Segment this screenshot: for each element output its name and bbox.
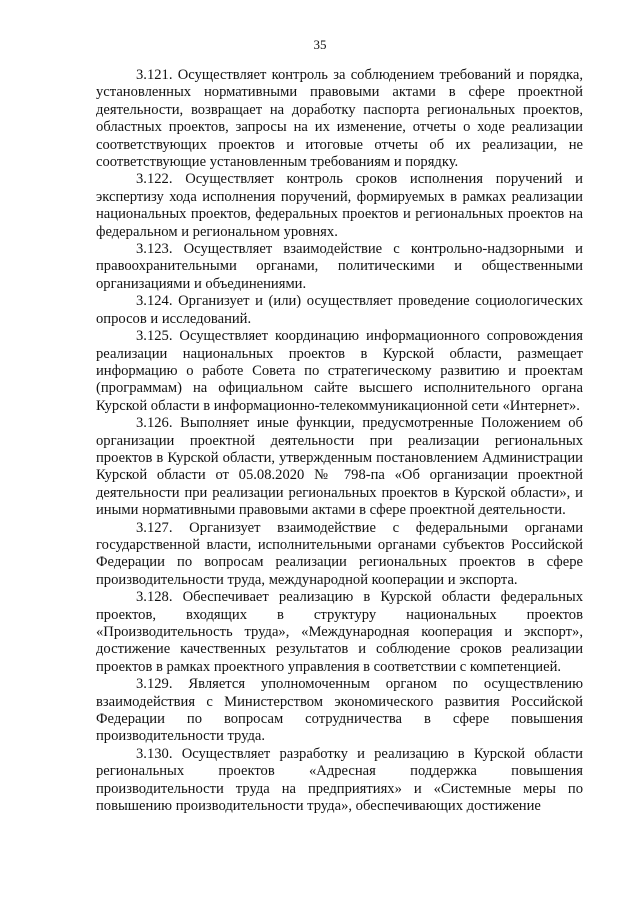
paragraph-3-121: 3.121. Осуществляет контроль за соблюдением требований и порядка, установленных нормативными правовыми актами в сфере проектной деятельности, возвращает на доработку паспорта региональных проектов, областных проектов, запросы на их изменение, отчеты о ходе реализации соответствующих проектов и итоговые отчеты об их реализации, не соответствующие установленным требованиям и порядку. (96, 67, 583, 171)
paragraph-3-124: 3.124. Организует и (или) осуществляет проведение социологических опросов и исследований. (96, 293, 583, 327)
paragraph-3-129: 3.129. Является уполномоченным органом по осуществлению взаимодействия с Министерством экономического развития Российской Федерации по вопросам сотрудничества в сфере повышения производительности труда. (96, 676, 583, 745)
paragraph-3-122: 3.122. Осуществляет контроль сроков исполнения поручений и экспертизу хода исполнения поручений, формируемых в рамках реализации национальных проектов, федеральных проектов и региональных проектов на федеральном и региональном уровнях. (96, 171, 583, 240)
paragraph-3-127: 3.127. Организует взаимодействие с федеральными органами государственной власти, исполнительными органами субъектов Российской Федерации по вопросам реализации региональных проектов в сфере производительности труда, международной кооперации и экспорта. (96, 519, 583, 588)
page-number: 35 (313, 37, 327, 52)
paragraph-3-130: 3.130. Осуществляет разработку и реализацию в Курской области региональных проектов «Адресная поддержка повышения производительности труда на предприятиях» и «Системные меры по повышению производительности труда», обеспечивающих достижение (96, 745, 583, 815)
paragraph-3-123: 3.123. Осуществляет взаимодействие с контрольно-надзорными и правоохранительными органами, политическими и общественными организациями и объединениями. (96, 241, 583, 292)
document-body (96, 67, 583, 815)
paragraph-3-128: 3.128. Обеспечивает реализацию в Курской области федеральных проектов, входящих в структуру национальных проектов «Производительность труда», «Международная кооперация и экспорт», достижение качественных результатов и соблюдение сроков реализации проектов в рамках проектного управления в соответствии с компетенцией. (96, 589, 583, 675)
paragraph-3-125: 3.125. Осуществляет координацию информационного сопровождения реализации национальных проектов в Курской области, размещает информацию о работе Совета по стратегическому развитию и проектам (программам) на официальном сайте высшего исполнительного органа Курской области в информационно-телекоммуникационной сети «Интернет». (96, 328, 583, 414)
paragraph-3-126: 3.126. Выполняет иные функции, предусмотренные Положением об организации проектной деятельности при реализации региональных проектов в Курской области, утвержденным постановлением Администрации Курской области от 05.08.2020 № 798-па «Об организации проектной деятельности при реализации региональных проектов в Курской области», и иными нормативными правовыми актами в сфере проектной деятельности. (96, 415, 583, 519)
